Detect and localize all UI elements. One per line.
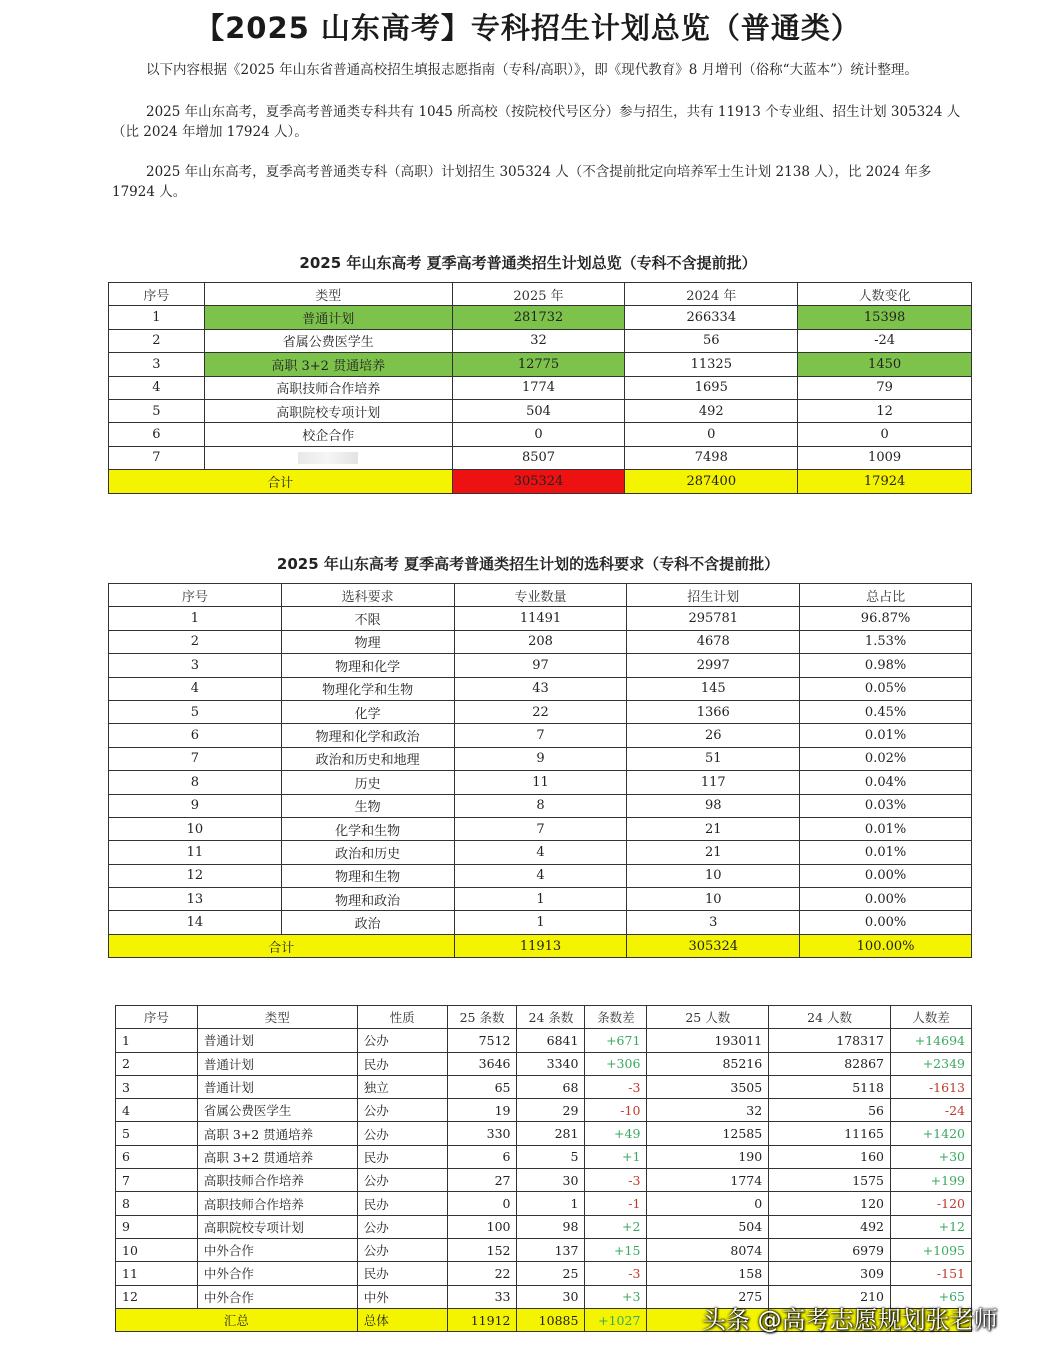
table-cell: 12 (116, 1285, 198, 1308)
table-cell: 政治和历史和地理 (281, 747, 454, 770)
header-cell: 人数差 (891, 1006, 972, 1029)
table-row (109, 841, 972, 864)
total-cell: 10885 (517, 1308, 585, 1331)
table-cell: 1450 (798, 353, 972, 376)
table-cell: 98 (517, 1215, 585, 1238)
table-cell: -1613 (891, 1075, 972, 1098)
table-cell: 化学 (281, 700, 454, 723)
table-cell: 9 (109, 794, 282, 817)
table-cell: 11165 (769, 1122, 891, 1145)
table-row (116, 1145, 972, 1168)
page-title: 【2025 山东高考】专科招生计划总览（普通类） (195, 11, 861, 45)
table-cell: 7 (116, 1169, 198, 1192)
table-cell: 11325 (625, 353, 798, 376)
table-cell: 公办 (357, 1122, 447, 1145)
table-cell: 145 (627, 677, 800, 700)
table-cell: 0.01% (800, 817, 972, 840)
table-row (109, 630, 972, 653)
table-row (116, 1029, 972, 1052)
header-cell: 24 条数 (517, 1006, 585, 1029)
table-cell: 0.00% (800, 888, 972, 911)
table-cell: 生物 (281, 794, 454, 817)
table-cell: 民办 (357, 1192, 447, 1215)
table-cell: 中外合作 (197, 1285, 357, 1308)
table-cell: -24 (891, 1099, 972, 1122)
table-cell: 7512 (447, 1029, 517, 1052)
table-cell: 公办 (357, 1099, 447, 1122)
table-cell: +1420 (891, 1122, 972, 1145)
table-cell: 208 (454, 630, 627, 653)
table-cell: 4678 (627, 630, 800, 653)
table-cell: +2 (585, 1215, 647, 1238)
table-cell: 11 (116, 1262, 198, 1285)
table-row (109, 677, 972, 700)
table-row (109, 817, 972, 840)
header-cell: 专业数量 (454, 584, 627, 607)
table-cell: 5 (116, 1122, 198, 1145)
table-cell: 高职 3+2 贯通培养 (197, 1145, 357, 1168)
table-cell: 6 (447, 1145, 517, 1168)
total-cell: 17924 (798, 470, 972, 493)
table-cell: 10 (116, 1238, 198, 1261)
header-cell: 序号 (109, 283, 205, 306)
table-cell: 100 (447, 1215, 517, 1238)
header-cell: 序号 (116, 1006, 198, 1029)
table-cell: 27 (447, 1169, 517, 1192)
table-cell: 32 (647, 1099, 769, 1122)
table-cell: 物理 (281, 630, 454, 653)
table-cell: 高职 3+2 贯通培养 (204, 353, 452, 376)
table-cell: 13 (109, 888, 282, 911)
table-cell: 21 (627, 841, 800, 864)
table-cell: 160 (769, 1145, 891, 1168)
table-row (109, 399, 972, 422)
total-cell: 287400 (625, 470, 798, 493)
header-cell: 类型 (197, 1006, 357, 1029)
table-cell: 公办 (357, 1238, 447, 1261)
table-cell: 492 (769, 1215, 891, 1238)
table-cell: 5118 (769, 1075, 891, 1098)
table-cell: 7 (454, 817, 627, 840)
table-cell: 高职技师合作培养 (204, 376, 452, 399)
table-row (116, 1099, 972, 1122)
total-cell: 305324 (452, 470, 625, 493)
table-cell: 1.53% (800, 630, 972, 653)
table-cell: 1774 (647, 1169, 769, 1192)
table-cell: 97 (454, 654, 627, 677)
table-cell: 3 (116, 1075, 198, 1098)
table-cell: 26 (627, 724, 800, 747)
table-cell: 51 (627, 747, 800, 770)
table-cell (204, 446, 452, 469)
table-cell: 化学和生物 (281, 817, 454, 840)
table-cell: 2997 (627, 654, 800, 677)
header-cell: 25 人数 (647, 1006, 769, 1029)
table-cell: +30 (891, 1145, 972, 1168)
type-nature-comparison-table (115, 1005, 972, 1332)
table-cell: 物理和生物 (281, 864, 454, 887)
table-cell: 3 (109, 654, 282, 677)
total-label: 合计 (109, 470, 453, 493)
table-cell: 1774 (452, 376, 625, 399)
table-cell: 65 (447, 1075, 517, 1098)
total-cell: 305324 (627, 934, 800, 957)
table-cell: 校企合作 (204, 423, 452, 446)
table-cell: 12 (109, 864, 282, 887)
table-cell: 504 (452, 399, 625, 422)
table-cell: 85216 (647, 1052, 769, 1075)
total-cell: 总体 (357, 1308, 447, 1331)
table-row (109, 654, 972, 677)
table-cell: 0.00% (800, 911, 972, 934)
table-header-row (116, 1006, 972, 1029)
table-cell: 15398 (798, 306, 972, 329)
plan-overview-table (108, 282, 972, 494)
table-cell: -3 (585, 1075, 647, 1098)
table-row (109, 329, 972, 352)
header-cell: 选科要求 (281, 584, 454, 607)
table-cell: 0.45% (800, 700, 972, 723)
table-cell: 物理化学和生物 (281, 677, 454, 700)
table-cell: 1 (116, 1029, 198, 1052)
table-row (109, 306, 972, 329)
table-cell: 82867 (769, 1052, 891, 1075)
table-cell: -24 (798, 329, 972, 352)
watermark: 头条 @高考志愿规划张老师 (702, 1306, 998, 1334)
table-cell: 1 (454, 911, 627, 934)
table-cell: 民办 (357, 1145, 447, 1168)
table-row (109, 771, 972, 794)
table-cell: 8 (109, 771, 282, 794)
table-cell: 21 (627, 817, 800, 840)
table-cell: 中外 (357, 1285, 447, 1308)
header-cell: 24 人数 (769, 1006, 891, 1029)
table-row (116, 1238, 972, 1261)
table2-caption: 2025 年山东高考 夏季高考普通类招生计划的选科要求（专科不含提前批） (276, 555, 780, 573)
table-cell: 190 (647, 1145, 769, 1168)
table-cell: 10 (627, 888, 800, 911)
table-cell: 政治 (281, 911, 454, 934)
table-cell: 281732 (452, 306, 625, 329)
table-row (116, 1052, 972, 1075)
table-cell: 0.03% (800, 794, 972, 817)
table-cell: 330 (447, 1122, 517, 1145)
table-cell: 中外合作 (197, 1238, 357, 1261)
table-cell: 0.02% (800, 747, 972, 770)
table-cell: 0 (798, 423, 972, 446)
table-cell: 137 (517, 1238, 585, 1261)
table-cell: 10 (627, 864, 800, 887)
table-row (109, 353, 972, 376)
table-cell: -10 (585, 1099, 647, 1122)
table-cell: 120 (769, 1192, 891, 1215)
table-row (116, 1169, 972, 1192)
table-cell: 1575 (769, 1169, 891, 1192)
table-cell: 8507 (452, 446, 625, 469)
table-cell: 普通计划 (204, 306, 452, 329)
table-cell: 12775 (452, 353, 625, 376)
table-cell: 4 (116, 1099, 198, 1122)
header-cell: 招生计划 (627, 584, 800, 607)
table-cell: 5 (517, 1145, 585, 1168)
total-row (109, 470, 972, 493)
table-row (109, 700, 972, 723)
table-cell: 0 (447, 1192, 517, 1215)
header-cell: 类型 (204, 283, 452, 306)
table-cell: 高职院校专项计划 (197, 1215, 357, 1238)
table-cell: 6 (109, 724, 282, 747)
table-cell: 68 (517, 1075, 585, 1098)
table-cell: 9 (116, 1215, 198, 1238)
table-cell: 0.05% (800, 677, 972, 700)
total-label: 合计 (109, 934, 455, 957)
total-row (109, 934, 972, 957)
table-cell: 历史 (281, 771, 454, 794)
table-cell: 高职技师合作培养 (197, 1192, 357, 1215)
table-cell: 43 (454, 677, 627, 700)
table-row (109, 607, 972, 630)
table-cell: 6 (109, 423, 205, 446)
table-cell: 12585 (647, 1122, 769, 1145)
table-cell: 281 (517, 1122, 585, 1145)
table-cell: 6979 (769, 1238, 891, 1261)
table-row (116, 1215, 972, 1238)
table-cell: +306 (585, 1052, 647, 1075)
blurred-label (298, 452, 358, 464)
table-cell: 56 (625, 329, 798, 352)
table-cell: 独立 (357, 1075, 447, 1098)
table-cell: +1095 (891, 1238, 972, 1261)
table-cell: +65 (891, 1285, 972, 1308)
table-cell: 8 (116, 1192, 198, 1215)
table-cell: 11 (454, 771, 627, 794)
table-cell: 4 (454, 841, 627, 864)
table-cell: 5 (109, 399, 205, 422)
table-cell: 4 (454, 864, 627, 887)
table-cell: 178317 (769, 1029, 891, 1052)
table1-caption: 2025 年山东高考 夏季高考普通类招生计划总览（专科不含提前批） (299, 254, 757, 272)
table-row (109, 446, 972, 469)
header-cell: 25 条数 (447, 1006, 517, 1029)
table-row (109, 864, 972, 887)
table-cell: 11 (109, 841, 282, 864)
table-row (109, 376, 972, 399)
table-cell: 117 (627, 771, 800, 794)
table-cell: 1 (517, 1192, 585, 1215)
table-cell: 不限 (281, 607, 454, 630)
table-cell: 物理和化学 (281, 654, 454, 677)
table-cell: 1 (109, 306, 205, 329)
table-cell: 中外合作 (197, 1262, 357, 1285)
table-cell: +49 (585, 1122, 647, 1145)
table-cell: 7 (109, 747, 282, 770)
table-cell: +199 (891, 1169, 972, 1192)
table-cell: 民办 (357, 1052, 447, 1075)
table-cell: 3646 (447, 1052, 517, 1075)
table-cell: +671 (585, 1029, 647, 1052)
table-cell: 普通计划 (197, 1029, 357, 1052)
table-cell: 4 (109, 376, 205, 399)
table-cell: 30 (517, 1169, 585, 1192)
table-cell: -1 (585, 1192, 647, 1215)
table-cell: 11491 (454, 607, 627, 630)
table-cell: 0 (625, 423, 798, 446)
table-header-row (109, 584, 972, 607)
table-cell: 30 (517, 1285, 585, 1308)
table-cell: 29 (517, 1099, 585, 1122)
table-cell: 1695 (625, 376, 798, 399)
table-cell: 10 (109, 817, 282, 840)
table-cell: 0 (647, 1192, 769, 1215)
table-cell: 56 (769, 1099, 891, 1122)
table-cell: 物理和化学和政治 (281, 724, 454, 747)
table-cell: 3340 (517, 1052, 585, 1075)
table-cell: 民办 (357, 1262, 447, 1285)
table-cell: 4 (109, 677, 282, 700)
table-cell: 2 (109, 630, 282, 653)
header-cell: 条数差 (585, 1006, 647, 1029)
table-cell: 8 (454, 794, 627, 817)
table-cell: 96.87% (800, 607, 972, 630)
table-cell: 0.04% (800, 771, 972, 794)
table-header-row (109, 283, 972, 306)
header-cell: 性质 (357, 1006, 447, 1029)
table-cell: -120 (891, 1192, 972, 1215)
table-cell: 省属公费医学生 (197, 1099, 357, 1122)
table-cell: -151 (891, 1262, 972, 1285)
header-cell: 2024 年 (625, 283, 798, 306)
table-cell: 98 (627, 794, 800, 817)
table-cell: 19 (447, 1099, 517, 1122)
table-cell: 0 (452, 423, 625, 446)
total-cell: +1027 (585, 1308, 647, 1331)
table-row (109, 724, 972, 747)
table-row (116, 1192, 972, 1215)
table-cell: +14694 (891, 1029, 972, 1052)
total-cell: 100.00% (800, 934, 972, 957)
table-cell: 0.98% (800, 654, 972, 677)
table-row (109, 794, 972, 817)
table-cell: 高职院校专项计划 (204, 399, 452, 422)
table-cell: 25 (517, 1262, 585, 1285)
table-cell: 3505 (647, 1075, 769, 1098)
intro-paragraph-3: 2025 年山东高考，夏季高考普通类专科（高职）计划招生 305324 人（不含提前批定向培养军士生计划 2138 人），比 2024 年多 17924 人。 (112, 164, 932, 200)
table-cell: +3 (585, 1285, 647, 1308)
table-row (116, 1262, 972, 1285)
table-row (116, 1122, 972, 1145)
table-cell: 158 (647, 1262, 769, 1285)
total-cell: 11913 (454, 934, 627, 957)
table-cell: 公办 (357, 1029, 447, 1052)
table-cell: 3 (109, 353, 205, 376)
table-row (109, 888, 972, 911)
table-cell: 公办 (357, 1169, 447, 1192)
table-row (109, 911, 972, 934)
header-cell: 2025 年 (452, 283, 625, 306)
header-cell: 总占比 (800, 584, 972, 607)
table-cell: 492 (625, 399, 798, 422)
table-cell: 210 (769, 1285, 891, 1308)
table-cell: 33 (447, 1285, 517, 1308)
table-cell: 3 (627, 911, 800, 934)
table-cell: 79 (798, 376, 972, 399)
header-cell: 序号 (109, 584, 282, 607)
header-cell: 人数变化 (798, 283, 972, 306)
table-cell: 152 (447, 1238, 517, 1261)
table-cell: 0.00% (800, 864, 972, 887)
table-cell: 275 (647, 1285, 769, 1308)
table-cell: 309 (769, 1262, 891, 1285)
table-cell: 省属公费医学生 (204, 329, 452, 352)
table-cell: +1 (585, 1145, 647, 1168)
table-cell: 高职 3+2 贯通培养 (197, 1122, 357, 1145)
total-cell: 11912 (447, 1308, 517, 1331)
intro-paragraph-1: 以下内容根据《2025 年山东省普通高校招生填报志愿指南（专科/高职）》，即《现代教育》8 月增刊（俗称“大蓝本”）统计整理。 (146, 62, 918, 78)
table-cell: 1009 (798, 446, 972, 469)
table-cell: 0.01% (800, 724, 972, 747)
table-cell: 1366 (627, 700, 800, 723)
table-cell: 普通计划 (197, 1052, 357, 1075)
table-cell: 1 (109, 607, 282, 630)
table-cell: -3 (585, 1262, 647, 1285)
table-cell: 266334 (625, 306, 798, 329)
table-row (109, 423, 972, 446)
table-cell: 14 (109, 911, 282, 934)
subject-requirement-table (108, 583, 972, 958)
table-cell: 高职技师合作培养 (197, 1169, 357, 1192)
table-cell: 8074 (647, 1238, 769, 1261)
table-cell: +12 (891, 1215, 972, 1238)
table-cell: 普通计划 (197, 1075, 357, 1098)
table-cell: 12 (798, 399, 972, 422)
table-cell: 2 (116, 1052, 198, 1075)
table-cell: 7 (109, 446, 205, 469)
table-cell: +15 (585, 1238, 647, 1261)
table-cell: 504 (647, 1215, 769, 1238)
table-cell: 政治和历史 (281, 841, 454, 864)
table-cell: 2 (109, 329, 205, 352)
table-cell: 公办 (357, 1215, 447, 1238)
table-cell: 295781 (627, 607, 800, 630)
total-label: 汇总 (116, 1308, 358, 1331)
table-cell: 22 (447, 1262, 517, 1285)
table-cell: -3 (585, 1169, 647, 1192)
table-cell: 7498 (625, 446, 798, 469)
table-cell: 5 (109, 700, 282, 723)
table-cell: 1 (454, 888, 627, 911)
table-cell: 0.01% (800, 841, 972, 864)
table-row (116, 1075, 972, 1098)
table-row (109, 747, 972, 770)
table-cell: 9 (454, 747, 627, 770)
table-cell: +2349 (891, 1052, 972, 1075)
intro-paragraph-2: 2025 年山东高考，夏季高考普通类专科共有 1045 所高校（按院校代号区分）参与招生，共有 11913 个专业组、招生计划 305324 人（比 2024 年增加 17924 人）。 (112, 104, 961, 140)
table-cell: 22 (454, 700, 627, 723)
table-cell: 32 (452, 329, 625, 352)
table-cell: 7 (454, 724, 627, 747)
table-cell: 6 (116, 1145, 198, 1168)
table-cell: 193011 (647, 1029, 769, 1052)
table-cell: 物理和政治 (281, 888, 454, 911)
table-cell: 6841 (517, 1029, 585, 1052)
